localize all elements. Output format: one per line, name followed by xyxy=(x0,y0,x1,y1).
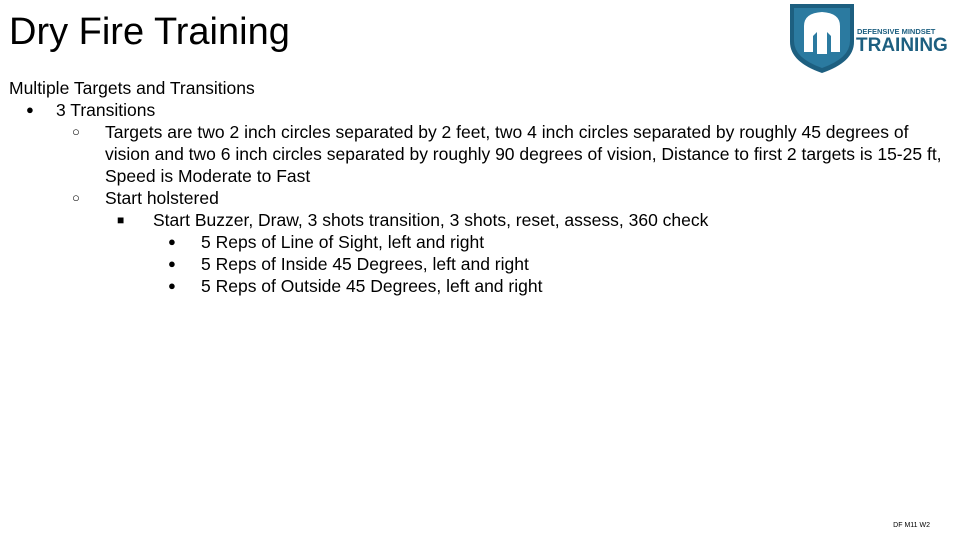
list-item-outside-45 xyxy=(9,275,954,297)
slide-footer: DF M11 W2 xyxy=(893,522,930,529)
bullet-hollow-circle: ○ xyxy=(72,190,80,205)
logo-top-text: DEFENSIVE MINDSET xyxy=(857,27,936,36)
slide-body xyxy=(9,77,954,297)
list-item-line-of-sight xyxy=(9,231,954,253)
list-item-text: Start Buzzer, Draw, 3 shots transition, 3 shots, reset, assess, 360 check xyxy=(153,210,709,230)
list-item-text: 5 Reps of Outside 45 Degrees, left and right xyxy=(201,276,543,296)
list-item-start-buzzer xyxy=(9,209,954,231)
list-item-start-holstered xyxy=(9,187,954,209)
list-item-text: 3 Transitions xyxy=(56,100,156,120)
list-item-text: 5 Reps of Inside 45 Degrees, left and right xyxy=(201,254,529,274)
defensive-mindset-training-logo xyxy=(788,2,960,74)
bullet-filled-circle: ● xyxy=(26,102,34,117)
helmet-shield-icon xyxy=(788,2,960,74)
list-item-targets xyxy=(9,121,954,187)
bullet-hollow-circle: ○ xyxy=(72,124,80,139)
logo-main-text: TRAINING xyxy=(856,35,948,56)
bullet-filled-circle: ● xyxy=(168,278,176,293)
section-heading: Multiple Targets and Transitions xyxy=(9,78,255,98)
bullet-square: ■ xyxy=(117,213,125,227)
list-item-inside-45 xyxy=(9,253,954,275)
bullet-filled-circle: ● xyxy=(168,256,176,271)
bullet-filled-circle: ● xyxy=(168,234,176,249)
list-item-text: Start holstered xyxy=(105,188,219,208)
list-item-text: 5 Reps of Line of Sight, left and right xyxy=(201,232,485,252)
list-item-transitions xyxy=(9,99,954,121)
slide-title: Dry Fire Training xyxy=(9,11,290,53)
list-item-text: Targets are two 2 inch circles separated by 2 feet, two 4 inch circles separated by roughly 45 degrees of vision and two 6 inch circles separated by roughly 90 degrees of vision, Distance to first 2 targets is 15-25 ft, Speed is Moderate to Fast xyxy=(105,122,942,186)
